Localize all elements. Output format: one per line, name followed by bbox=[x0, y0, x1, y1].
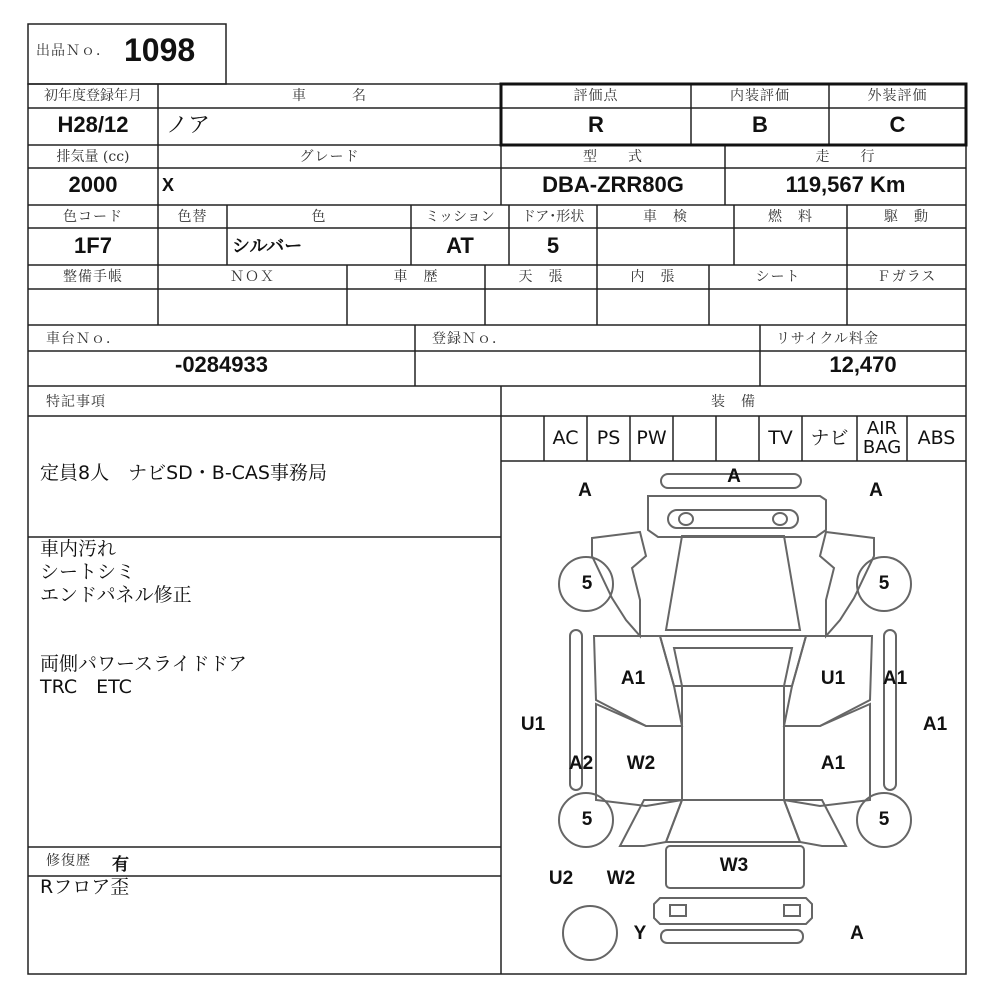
damage-mark: A2 bbox=[568, 753, 594, 774]
lot-label: 出品Ｎｏ． bbox=[36, 43, 111, 59]
lot-number: 1098 bbox=[124, 32, 196, 68]
damage-mark: U1 bbox=[520, 714, 546, 735]
damage-mark: Y bbox=[633, 923, 647, 944]
windshield bbox=[660, 636, 806, 686]
seat-label: シート bbox=[755, 269, 801, 285]
damage-mark: W3 bbox=[719, 855, 749, 876]
equip-pw: PW bbox=[636, 427, 667, 449]
left-quarter bbox=[620, 800, 682, 846]
color-value: シルバー bbox=[232, 236, 303, 256]
damage-mark: A bbox=[727, 466, 741, 487]
first-registration-label: 初年度登録年月 bbox=[44, 88, 142, 104]
rear-window bbox=[666, 800, 800, 842]
equip-tv: TV bbox=[768, 427, 793, 449]
interior-grade-value: B bbox=[752, 112, 768, 137]
chassis-number-label: 車台Ｎｏ． bbox=[46, 331, 121, 347]
first-registration-value: H28/12 bbox=[57, 112, 129, 137]
chassis-number-value: -0284933 bbox=[175, 352, 268, 377]
notes-label: 特記事項 bbox=[46, 394, 106, 410]
damage-mark: U1 bbox=[820, 668, 846, 689]
damage-mark: 5 bbox=[878, 573, 890, 594]
right-quarter bbox=[784, 800, 846, 846]
damage-mark: 5 bbox=[878, 809, 890, 830]
color-code-value: 1F7 bbox=[74, 233, 112, 258]
equip-ac: AC bbox=[552, 427, 579, 449]
exterior-grade-label: 外装評価 bbox=[867, 88, 928, 104]
color-label: 色 bbox=[311, 209, 327, 225]
repair-history-detail: Rフロア歪 bbox=[40, 876, 130, 898]
headliner-label: 天 張 bbox=[518, 269, 564, 285]
damage-mark: A1 bbox=[820, 753, 846, 774]
spare-tire bbox=[563, 906, 617, 960]
transmission-label: ミッション bbox=[425, 209, 495, 225]
damage-mark: A bbox=[850, 923, 864, 944]
equip-abs: ABS bbox=[917, 427, 956, 449]
door-shape-value: 5 bbox=[546, 233, 560, 258]
drive-label: 駆 動 bbox=[884, 209, 929, 225]
front-glass-label: Ｆガラス bbox=[876, 269, 937, 285]
fuel-label: 燃 料 bbox=[768, 209, 813, 225]
mileage-value: 119,567 Km bbox=[785, 172, 906, 197]
model-code-value: DBA-ZRR80G bbox=[542, 172, 684, 197]
rear-bumper bbox=[654, 898, 812, 924]
damage-mark: U2 bbox=[548, 868, 574, 889]
damage-mark: 5 bbox=[581, 573, 593, 594]
hood bbox=[666, 536, 800, 630]
damage-mark: 5 bbox=[581, 809, 593, 830]
car-name-label: 車 名 bbox=[292, 88, 367, 104]
interior-trim-label: 内 張 bbox=[630, 269, 676, 285]
notes-primary: 定員8人 ナビSD・B-CAS事務局 bbox=[40, 462, 327, 484]
car-name-value: ノア bbox=[166, 112, 211, 137]
damage-mark: W2 bbox=[606, 868, 636, 889]
damage-mark: A1 bbox=[882, 668, 908, 689]
model-code-label: 型 式 bbox=[583, 149, 643, 165]
score-value: R bbox=[588, 112, 604, 137]
inspection-label: 車 検 bbox=[643, 209, 688, 225]
right-sill bbox=[884, 630, 896, 790]
recycle-fee-value: 12,470 bbox=[829, 352, 897, 377]
notes-secondary: 車内汚れ シートシミ エンドパネル修正 両側パワースライドドア TRC ETC bbox=[40, 538, 247, 698]
interior-grade-label: 内装評価 bbox=[730, 88, 790, 104]
damage-mark: W2 bbox=[626, 753, 656, 774]
exterior-grade-value: C bbox=[889, 112, 906, 137]
grade-value: X bbox=[162, 175, 175, 195]
mileage-label: 走 行 bbox=[815, 149, 876, 165]
rear-bumper-bottom bbox=[661, 930, 803, 943]
displacement-value: 2000 bbox=[68, 172, 118, 197]
transmission-value: AT bbox=[446, 233, 474, 258]
repair-history-label: 修復歴 bbox=[46, 853, 91, 869]
repair-history-value: 有 bbox=[112, 855, 129, 875]
recycle-fee-label: リサイクル料金 bbox=[776, 331, 880, 347]
roof bbox=[674, 648, 792, 800]
equip-ps: PS bbox=[596, 427, 621, 449]
grade-label: グレード bbox=[299, 149, 360, 165]
equipment-label: 装 備 bbox=[711, 394, 756, 410]
repaint-label: 色替 bbox=[177, 209, 208, 225]
front-bumper bbox=[648, 496, 826, 537]
damage-mark: A bbox=[869, 480, 883, 501]
damage-mark: A bbox=[578, 480, 592, 501]
damage-mark: A1 bbox=[620, 668, 646, 689]
door-shape-label: ドア･形状 bbox=[521, 209, 585, 225]
equip-navi: ナビ bbox=[810, 427, 849, 449]
displacement-label: 排気量 (cc) bbox=[56, 149, 130, 165]
nox-label: ＮＯＸ bbox=[230, 269, 275, 285]
vehicle-history-label: 車 歴 bbox=[393, 269, 439, 285]
equip-airbag: AIR BAG bbox=[862, 418, 902, 458]
score-label: 評価点 bbox=[573, 88, 619, 104]
registration-number-label: 登録Ｎｏ． bbox=[432, 331, 507, 347]
damage-mark: A1 bbox=[922, 714, 948, 735]
color-code-label: 色コード bbox=[63, 209, 123, 225]
service-book-label: 整備手帳 bbox=[63, 269, 123, 285]
